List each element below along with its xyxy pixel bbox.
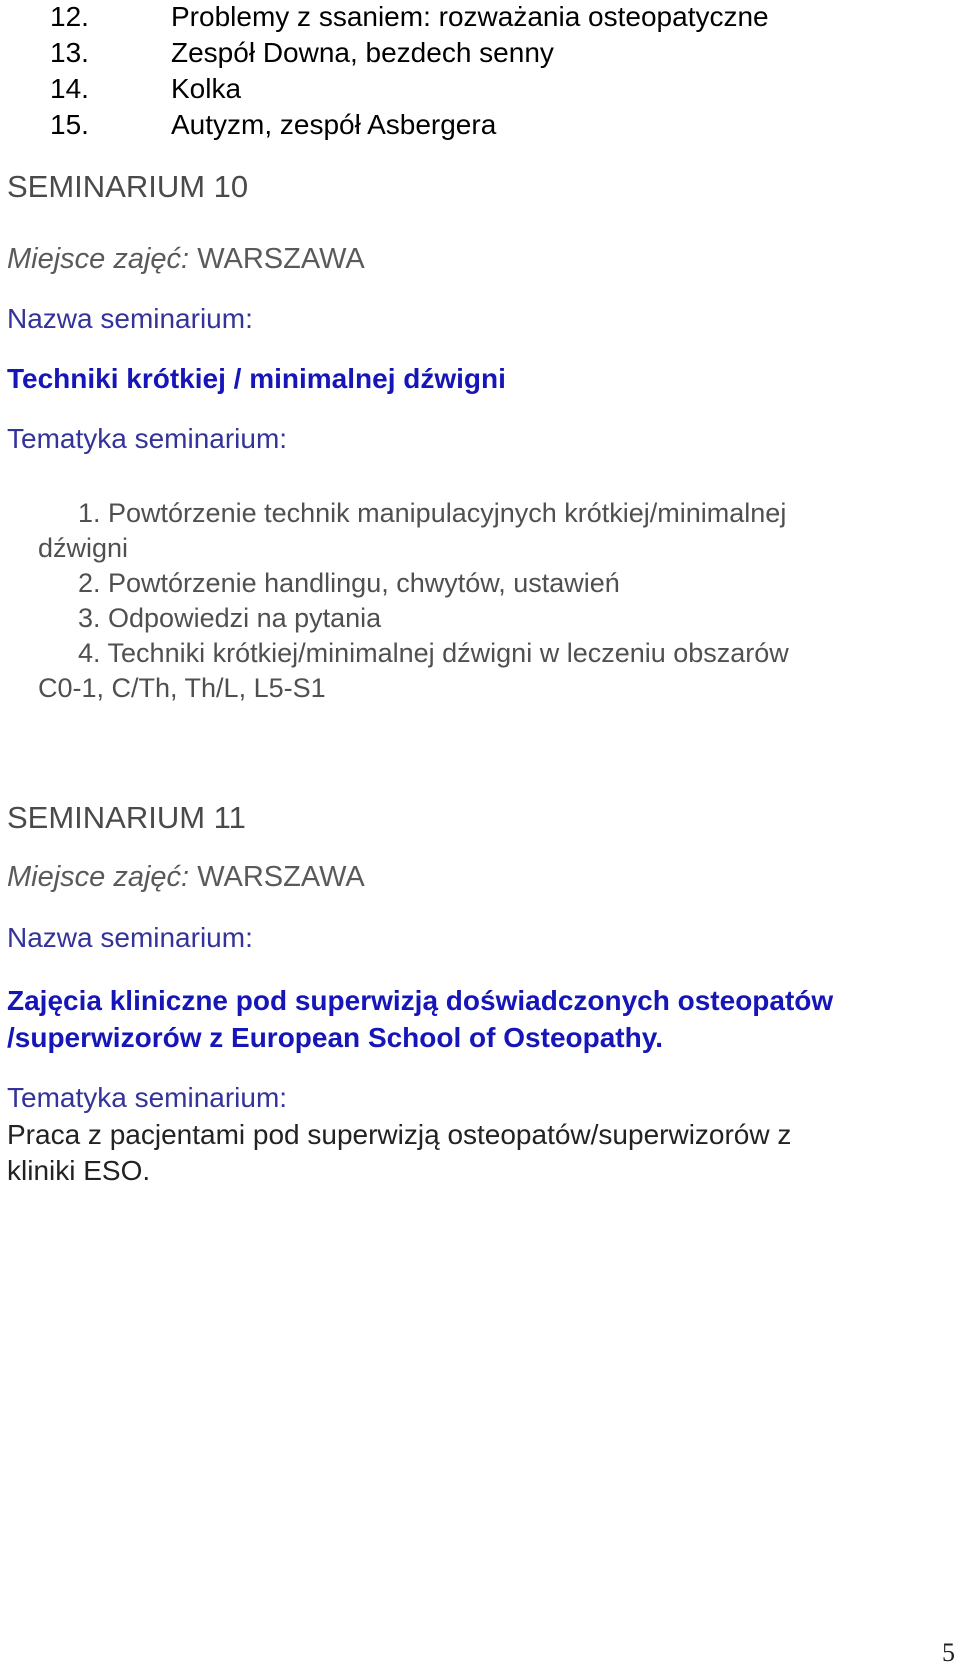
topic-item-4-line2: C0-1, C/Th, Th/L, L5-S1 [38, 673, 326, 703]
seminar-11-topic-label: Tematyka seminarium: [7, 1082, 288, 1113]
place-value: WARSZAWA [197, 861, 365, 893]
topic-item-1 [38, 496, 789, 566]
topic-item-1-line2: dźwigni [38, 533, 129, 563]
seminar-11-name-label: Nazwa seminarium: [7, 922, 253, 953]
list-item-text: Zespół Downa, bezdech senny [171, 37, 554, 68]
place-label: Miejsce zajęć: [7, 243, 190, 275]
list-item-number: 14. [50, 73, 89, 104]
topic-item-2 [38, 566, 789, 601]
seminar-11-place [7, 859, 365, 895]
seminar-10-place [7, 241, 365, 277]
seminar-11-topic-text-line1: Praca z pacjentami pod superwizją osteopatów/superwizorów z [7, 1119, 792, 1150]
place-value: WARSZAWA [197, 243, 365, 275]
seminar-11-topic-text-line2: kliniki ESO. [7, 1155, 151, 1186]
topic-item-1-line1: 1. Powtórzenie technik manipulacyjnych krótkiej/minimalnej [78, 498, 787, 528]
seminar-10-topic-label: Tematyka seminarium: [7, 423, 288, 454]
seminar-11-name-value-line2: /superwizorów z European School of Osteopathy. [7, 1022, 663, 1053]
seminar-10-topic-list [38, 496, 789, 706]
topic-item-3 [38, 601, 789, 636]
topic-item-4-line1: 4. Techniki krótkiej/minimalnej dźwigni w leczeniu obszarów [78, 638, 789, 668]
list-item-number: 15. [50, 109, 89, 140]
seminar-11-name-value-line1: Zajęcia kliniczne pod superwizją doświadczonych osteopatów [7, 985, 834, 1016]
topic-item-3-line1: 3. Odpowiedzi na pytania [78, 603, 382, 633]
seminar-10-name-label: Nazwa seminarium: [7, 303, 253, 334]
list-item-text: Problemy z ssaniem: rozważania osteopatyczne [171, 1, 769, 32]
seminar-10-title: SEMINARIUM 10 [7, 169, 249, 204]
list-item-text: Autyzm, zespół Asbergera [171, 109, 497, 140]
topic-item-2-line1: 2. Powtórzenie handlingu, chwytów, ustawień [78, 568, 620, 598]
topic-item-4 [38, 636, 789, 706]
list-item-number: 12. [50, 1, 89, 32]
place-label: Miejsce zajęć: [7, 861, 190, 893]
seminar-11-title: SEMINARIUM 11 [7, 800, 246, 835]
seminar-10-name-value: Techniki krótkiej / minimalnej dźwigni [7, 363, 506, 394]
list-item-number: 13. [50, 37, 89, 68]
list-item-text: Kolka [171, 73, 242, 104]
page-number: 5 [942, 1638, 955, 1667]
